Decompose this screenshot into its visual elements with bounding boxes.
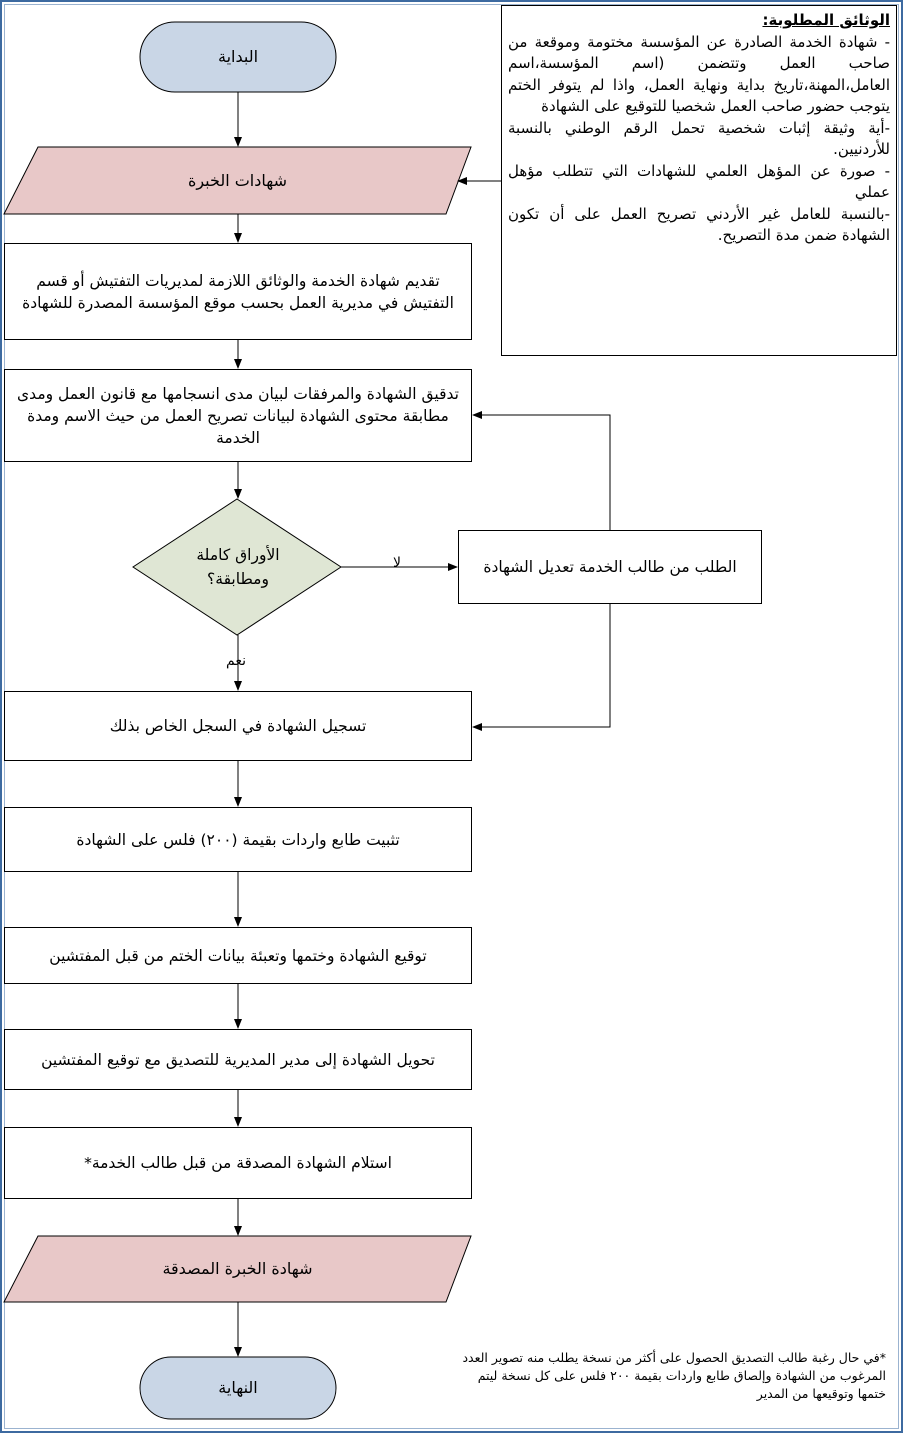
end-label: النهاية (218, 1378, 258, 1397)
arrow-modify-to-audit (473, 415, 610, 530)
step-sign: توقيع الشهادة وختمها وتعبئة بيانات الختم من قبل المفتشين (4, 927, 472, 984)
step-submit: تقديم شهادة الخدمة والوثائق اللازمة لمديريات التفتيش أو قسم التفتيش في مديرية العمل بحسب موقع المؤسسة المصدرة للشهادة (4, 243, 472, 340)
start-label: البداية (217, 47, 259, 66)
step-receive: استلام الشهادة المصدقة من قبل طالب الخدمة* (4, 1127, 472, 1199)
step-transfer: تحويل الشهادة إلى مدير المديرية للتصديق مع توقيع المفتشين (4, 1029, 472, 1090)
required-doc-item: -بالنسبة للعامل غير الأردني تصريح العمل على أن تكون الشهادة ضمن مدة التصريح. (508, 204, 890, 244)
arrow-modify-to-register (473, 604, 610, 727)
required-doc-item: - صورة عن المؤهل العلمي للشهادات التي تتطلب مؤهل عملي (508, 161, 890, 201)
decision-label: الأوراق كاملة ومطابقة؟ (196, 546, 280, 588)
decision-no-label: لا (393, 555, 401, 571)
required-doc-item: - شهادة الخدمة الصادرة عن المؤسسة مختومة وموقعة من صاحب العمل وتتضمن (اسم المؤسسة،اسم العامل،المهنة،تاريخ بداية ونهاية العمل، واذا لم يتوفر الختم يتوجب حضور صاحب العمل شخصيا للتوقيع على الشهادة (508, 32, 890, 115)
step-audit: تدقيق الشهادة والمرفقات لبيان مدى انسجامها مع قانون العمل ومدى مطابقة محتوى الشهادة لبيانات تصريح العمل من حيث الاسم ومدة الخدمة (4, 369, 472, 462)
certified-certificate-label: شهادة الخبرة المصدقة (162, 1259, 313, 1278)
step-stamp: تثبيت طابع واردات بقيمة (٢٠٠) فلس على الشهادة (4, 807, 472, 872)
required-documents-box (501, 5, 897, 356)
required-documents-title: الوثائق المطلوبة: (762, 11, 890, 29)
footnote: *في حال رغبة طالب التصديق الحصول على أكثر من نسخة يطلب منه تصوير العدد المرغوب من الشهادة وإلصاق طابع واردات بقيمة ٢٠٠ فلس على كل نسخة ليتم ختمها وتوقيعها من المدير (462, 1350, 886, 1401)
experience-certificates-label: شهادات الخبرة (187, 170, 288, 190)
modify-request-box: الطلب من طالب الخدمة تعديل الشهادة (458, 530, 762, 604)
step-register: تسجيل الشهادة في السجل الخاص بذلك (4, 691, 472, 761)
decision-yes-label: نعم (226, 653, 246, 669)
required-doc-item: -أية وثيقة إثبات شخصية تحمل الرقم الوطني بالنسبة للأردنيين. (508, 118, 890, 158)
